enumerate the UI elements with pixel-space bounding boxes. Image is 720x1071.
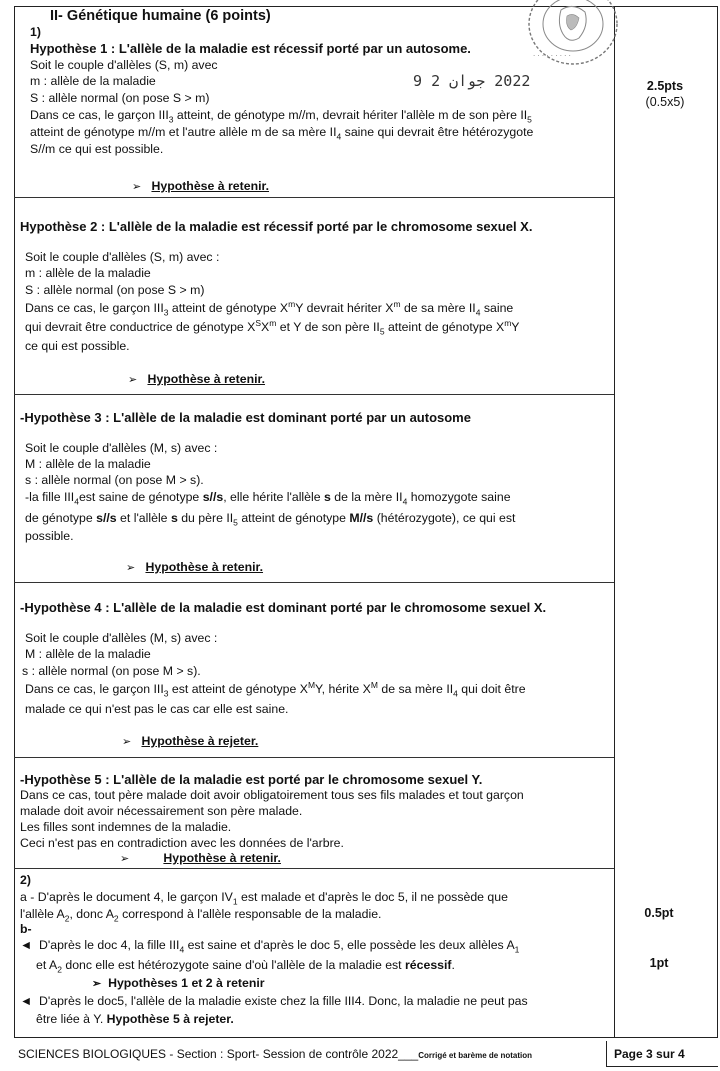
h3-line-2: M : allèle de la maladie bbox=[25, 457, 151, 471]
h5-line-3: Les filles sont indemnes de la maladie. bbox=[20, 820, 232, 834]
h5-line-1: Dans ce cas, tout père malade doit avoir obligatoirement tous ses fils malades et tout garçon bbox=[20, 788, 524, 802]
h2-line-5: qui devrait être conductrice de génotype $X^SX^m$ et Y de son père $II_5$ atteint de génotype $X^mY$ bbox=[25, 317, 520, 337]
separator-1 bbox=[14, 197, 614, 198]
svg-text:· · · · · · · · ·: · · · · · · · · · bbox=[533, 52, 571, 60]
h2-line-3: S : allèle normal (on pose S > m) bbox=[25, 283, 205, 297]
section-title: II- Génétique humaine (6 points) bbox=[50, 8, 271, 24]
h1-line-5: atteint de génotype m//m et l'autre allèle m de sa mère $II_4$ saine qui devrait être hétérozygote bbox=[30, 125, 534, 142]
hypothesis-2-title: Hypothèse 2 : L'allèle de la maladie est récessif porté par le chromosome sexuel X. bbox=[20, 219, 533, 234]
h2-line-6: ce qui est possible. bbox=[25, 339, 130, 353]
q2-b-line-3: ➢ Hypothèses 1 et 2 à retenir bbox=[92, 976, 265, 990]
q2-b-line-5: être liée à Y. Hypothèse 5 à rejeter. bbox=[36, 1012, 234, 1026]
h1-line-6: S//m ce qui est possible. bbox=[30, 142, 164, 156]
h4-line-4: Dans ce cas, le garçon $III_3$ est atteint de génotype $X^MY$, hérite $X^M$ de sa mère $II_4$ qui doit être bbox=[25, 679, 526, 699]
h2-verdict: ➢ Hypothèse à retenir. bbox=[128, 372, 266, 386]
footer-text: SCIENCES BIOLOGIQUES - Section : Sport- Session de contrôle 2022___Corrigé et barème de notation bbox=[18, 1047, 532, 1061]
separator-4 bbox=[14, 757, 614, 758]
h1-line-2: m : allèle de la maladie bbox=[30, 74, 156, 88]
arrow-icon: ➢ bbox=[126, 562, 136, 574]
h1-verdict: ➢ Hypothèse à retenir. bbox=[132, 179, 270, 193]
separator-3 bbox=[14, 582, 614, 583]
question-1-label: 1) bbox=[30, 25, 41, 39]
points-column-divider bbox=[614, 6, 615, 1038]
h3-verdict: ➢ Hypothèse à retenir. bbox=[126, 560, 264, 574]
h1-line-3: S : allèle normal (on pose S > m) bbox=[30, 91, 210, 105]
h4-line-2: M : allèle de la maladie bbox=[25, 647, 151, 661]
triangle-bullet-icon: ◄ bbox=[20, 938, 33, 952]
h4-line-3: s : allèle normal (on pose M > s). bbox=[22, 664, 201, 678]
separator-2 bbox=[14, 394, 614, 395]
q2-b-line-2: et $A_2$ donc elle est hétérozygote saine d'où l'allèle de la maladie est récessif. bbox=[36, 958, 455, 975]
official-stamp-icon bbox=[523, 0, 619, 70]
q2-b-line-1: ◄ D'après le doc 4, la fille $III_4$ est saine et d'après le doc 5, elle possède les deux allèles $A_1$ bbox=[20, 938, 520, 955]
hypothesis-5-title: -Hypothèse 5 : L'allèle de la maladie est porté par le chromosome sexuel Y. bbox=[20, 772, 483, 787]
q2-a-line-2: l'allèle $A_2$, donc $A_2$ correspond à l'allèle responsable de la maladie. bbox=[20, 907, 382, 924]
h4-verdict: ➢ Hypothèse à rejeter. bbox=[122, 734, 259, 748]
q2-a-line-1: a - D'après le document 4, le garçon $IV_1$ est malade et d'après le doc 5, il ne possède que bbox=[20, 890, 508, 907]
arrow-icon: ➢ bbox=[120, 853, 130, 865]
q2-b-line-4: ◄ D'après le doc5, l'allèle de la maladie existe chez la fille III4. Donc, la maladie ne peut pas bbox=[20, 994, 528, 1008]
q2-b-label: b- bbox=[20, 922, 32, 936]
h3-line-1: Soit le couple d'allèles (M, s) avec : bbox=[25, 441, 218, 455]
h3-line-3: s : allèle normal (on pose M > s). bbox=[25, 473, 204, 487]
stamp-date: 2022 جوان 2 9 bbox=[413, 72, 531, 90]
points-q2a: 0.5pt bbox=[644, 906, 674, 920]
h3-line-6: possible. bbox=[25, 529, 74, 543]
hypothesis-4-title: -Hypothèse 4 : L'allèle de la maladie est dominant porté par le chromosome sexuel X. bbox=[20, 600, 547, 615]
h4-line-5: malade ce qui n'est pas le cas car elle est saine. bbox=[25, 702, 289, 716]
h5-verdict: ➢ Hypothèse à retenir. bbox=[120, 851, 281, 865]
h3-line-5: de génotype s//s et l'allèle s du père $II_5$ atteint de génotype M//s (hétérozygote), ce qui est bbox=[25, 511, 516, 528]
h4-line-1: Soit le couple d'allèles (M, s) avec : bbox=[25, 631, 218, 645]
h5-line-4: Ceci n'est pas en contradiction avec les données de l'arbre. bbox=[20, 836, 344, 850]
h2-line-1: Soit le couple d'allèles (S, m) avec : bbox=[25, 250, 220, 264]
arrow-icon: ➢ bbox=[128, 374, 138, 386]
h2-line-4: Dans ce cas, le garçon $III_3$ atteint de génotype $X^mY$ devrait hériter $X^m$ de sa mère $II_4$ saine bbox=[25, 298, 514, 318]
hypothesis-1-title: Hypothèse 1 : L'allèle de la maladie est récessif porté par un autosome. bbox=[30, 41, 471, 56]
separator-5 bbox=[14, 868, 614, 869]
question-2-label: 2) bbox=[20, 873, 31, 887]
page-number: Page 3 sur 4 bbox=[614, 1047, 685, 1061]
h2-line-2: m : allèle de la maladie bbox=[25, 266, 151, 280]
points-h1: 2.5pts bbox=[646, 79, 684, 93]
h1-line-4: Dans ce cas, le garçon $III_3$ atteint, de génotype m//m, devrait hériter l'allèle m de son père $II_5$ bbox=[30, 108, 532, 125]
h3-line-4: -la fille $III_4est$ saine de génotype s//s, elle hérite l'allèle s de la mère $II_4$ homozygote saine bbox=[25, 490, 511, 507]
h1-line-1: Soit le couple d'allèles (S, m) avec bbox=[30, 58, 218, 72]
hypothesis-3-title: -Hypothèse 3 : L'allèle de la maladie est dominant porté par un autosome bbox=[20, 410, 471, 425]
arrow-icon: ➢ bbox=[92, 978, 102, 990]
points-q2b: 1pt bbox=[649, 956, 669, 970]
arrow-icon: ➢ bbox=[132, 181, 142, 193]
arrow-icon: ➢ bbox=[122, 736, 132, 748]
h5-line-2: malade doit avoir nécessairement son père malade. bbox=[20, 804, 303, 818]
triangle-bullet-icon: ◄ bbox=[20, 994, 33, 1008]
points-h1-detail: (0.5x5) bbox=[645, 95, 685, 109]
